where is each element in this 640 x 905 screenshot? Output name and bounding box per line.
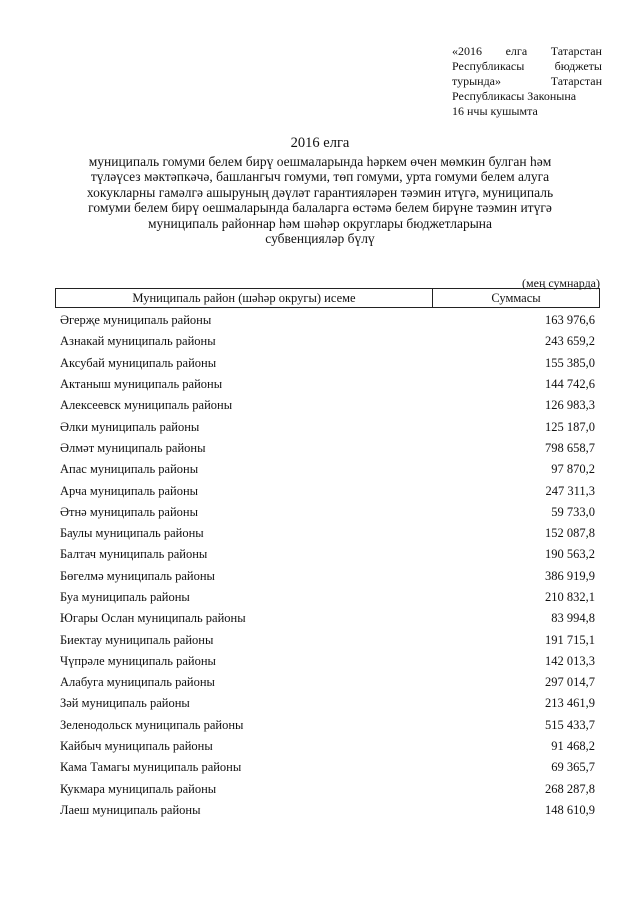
district-name: Кукмара муниципаль районы xyxy=(60,781,217,796)
table-row xyxy=(60,310,595,331)
table-row xyxy=(60,416,595,437)
table-row xyxy=(60,374,595,395)
title-line-3: хокукларны гамәлгә ашыруның дәүләт гарантияләрен тәэмин итүгә, муниципаль xyxy=(86,184,554,200)
district-sum: 297 014,7 xyxy=(545,675,595,690)
table-row xyxy=(60,502,595,523)
district-name: Лаеш муниципаль районы xyxy=(60,802,201,817)
column-header-sum: Суммасы xyxy=(491,291,541,305)
title-line-2: түләүсез мәктәпкәчә, башлангыч гомуми, төп гомуми, урта гомуми белем алуга xyxy=(90,169,550,184)
district-name: Балтач муниципаль районы xyxy=(60,547,208,562)
table-row xyxy=(60,395,595,416)
district-sum: 247 311,3 xyxy=(545,483,595,498)
table-row xyxy=(60,587,595,608)
district-sum: 83 994,8 xyxy=(551,611,595,626)
district-name: Чүпрәле муниципаль районы xyxy=(60,653,216,668)
table-row xyxy=(60,693,595,714)
document-title xyxy=(40,136,600,247)
title-line-5: муниципаль районнар һәм шәһәр округлары бюджетларына xyxy=(147,215,492,231)
table-row xyxy=(60,651,595,672)
district-sum: 190 563,2 xyxy=(545,547,595,562)
district-sum: 125 187,0 xyxy=(545,419,595,434)
district-sum: 148 610,9 xyxy=(545,802,595,817)
title-line-4: гомуми белем бирү оешмаларында балаларга өстәмә белем бирүне тәэмин итүгә xyxy=(88,200,552,215)
district-name: Апас муниципаль районы xyxy=(60,462,199,477)
district-sum: 97 870,2 xyxy=(551,462,595,477)
district-sum: 210 832,1 xyxy=(545,590,595,604)
district-sum: 798 658,7 xyxy=(545,440,595,455)
district-sum: 142 013,3 xyxy=(545,653,595,668)
table-row xyxy=(60,715,595,736)
district-sum: 155 385,0 xyxy=(545,355,595,370)
table-header xyxy=(55,288,600,308)
district-sum: 59 733,0 xyxy=(551,504,595,519)
district-name: Алабуга муниципаль районы xyxy=(60,675,215,690)
table-row xyxy=(60,608,595,629)
district-name: Әгерҗе муниципаль районы xyxy=(60,313,212,328)
district-name: Әлмәт муниципаль районы xyxy=(60,440,206,455)
table-body xyxy=(60,310,595,821)
district-sum: 191 715,1 xyxy=(545,632,595,647)
units-note: (мең сумнарда) xyxy=(522,276,600,290)
table-row xyxy=(60,459,595,480)
district-sum: 163 976,6 xyxy=(545,313,595,328)
title-line-6: субвенцияләр бүлү xyxy=(265,231,375,246)
table-row xyxy=(60,629,595,650)
column-header-name: Муниципаль район (шәһәр округы) исеме xyxy=(56,289,433,307)
district-name: Зеленодольск муниципаль районы xyxy=(60,717,244,732)
table-row xyxy=(60,331,595,352)
district-sum: 213 461,9 xyxy=(545,696,595,711)
district-name: Югары Ослан муниципаль районы xyxy=(60,611,246,626)
district-name: Алексеевск муниципаль районы xyxy=(60,398,233,413)
appendix-note-line-3: турында» Татарстан xyxy=(452,74,602,88)
district-sum: 91 468,2 xyxy=(551,739,595,754)
appendix-note-line-4: Республикасы Законына xyxy=(452,89,577,103)
table-row xyxy=(60,779,595,800)
appendix-note xyxy=(452,44,602,119)
district-sum: 268 287,8 xyxy=(545,781,595,796)
district-name: Әтнә муниципаль районы xyxy=(60,504,199,519)
district-name: Актаныш муниципаль районы xyxy=(60,377,223,392)
district-sum: 69 365,7 xyxy=(551,760,595,775)
district-name: Биектау муниципаль районы xyxy=(60,632,214,647)
district-name: Арча муниципаль районы xyxy=(60,483,199,498)
title-year: 2016 елга xyxy=(290,135,350,151)
district-name: Әлки муниципаль районы xyxy=(60,419,200,434)
district-sum: 515 433,7 xyxy=(545,717,595,732)
district-name: Кама Тамагы муниципаль районы xyxy=(60,760,242,775)
district-sum: 126 983,3 xyxy=(545,398,595,413)
table-row xyxy=(60,523,595,544)
table-row xyxy=(60,353,595,374)
table-row xyxy=(60,438,595,459)
table-row xyxy=(60,544,595,565)
district-name: Бөгелмә муниципаль районы xyxy=(60,568,215,583)
table-row xyxy=(60,672,595,693)
district-sum: 386 919,9 xyxy=(545,568,595,583)
district-name: Азнакай муниципаль районы xyxy=(60,334,216,349)
table-row xyxy=(60,736,595,757)
district-sum: 243 659,2 xyxy=(545,334,595,349)
appendix-note-line-2: Республикасы бюджеты xyxy=(452,59,602,73)
appendix-note-line-1: «2016 елга Татарстан xyxy=(452,44,602,58)
district-name: Аксубай муниципаль районы xyxy=(60,355,217,370)
district-name: Буа муниципаль районы xyxy=(60,590,190,604)
district-name: Кайбыч муниципаль районы xyxy=(60,739,213,754)
district-name: Зәй муниципаль районы xyxy=(60,696,190,711)
table-row xyxy=(60,480,595,501)
table-row xyxy=(60,566,595,587)
appendix-note-line-5: 16 нчы кушымта xyxy=(452,104,538,118)
district-name: Баулы муниципаль районы xyxy=(60,526,204,541)
title-line-1: муниципаль гомуми белем бирү оешмаларында һәркем өчен мөмкин булган һәм xyxy=(88,153,552,169)
district-sum: 152 087,8 xyxy=(545,526,595,541)
table-row xyxy=(60,757,595,778)
table-row xyxy=(60,800,595,821)
district-sum: 144 742,6 xyxy=(545,377,595,392)
